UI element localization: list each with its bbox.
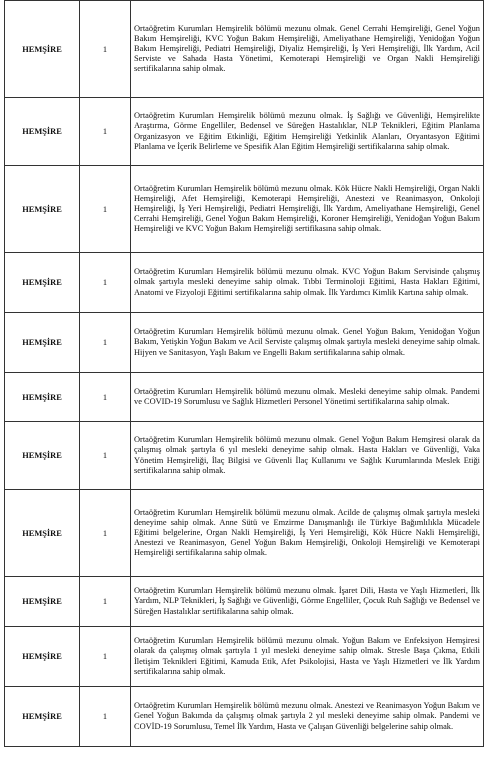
position-title: HEMŞİRE <box>5 687 80 747</box>
position-count: 1 <box>80 313 131 373</box>
table-row <box>5 627 484 687</box>
position-title: HEMŞİRE <box>5 313 80 373</box>
position-count: 1 <box>80 253 131 313</box>
position-count: 1 <box>80 98 131 166</box>
position-title: HEMŞİRE <box>5 1 80 98</box>
position-count: 1 <box>80 166 131 253</box>
table-row <box>5 577 484 627</box>
position-count: 1 <box>80 577 131 627</box>
position-requirements: Ortaöğretim Kurumları Hemşirelik bölümü mezunu olmak. Genel Yoğun Bakım, Yenidoğan Yoğun Bakım, Yetişkin Yoğun Bakım ve Acil Serviste çalışmış olmak şartıyla mesleki deneyime sahip olmak. Hijyen ve Sanitasyon, Yaşlı Bakım ve Engelli Bakım sertifikalarına sahip olmak. <box>131 313 484 373</box>
position-title: HEMŞİRE <box>5 98 80 166</box>
position-title: HEMŞİRE <box>5 253 80 313</box>
position-requirements: Ortaöğretim Kurumları Hemşirelik bölümü mezunu olmak. İşaret Dili, Hasta ve Yaşlı Hizmetleri, İlk Yardım, NLP Teknikleri, İş Sağlığı ve Güvenliği, Görme Engelliler, Çocuk Ruh Sağlığı ve Bedensel ve Süreğen Hastalıklar sertifikalarına sahip olmak. <box>131 577 484 627</box>
position-requirements: Ortaöğretim Kurumları Hemşirelik bölümü mezunu olmak. Genel Yoğun Bakım Hemşiresi olarak da çalışmış olmak şartıyla 6 yıl mesleki deneyime sahip olmak. Hasta Hakları ve Güvenliği, Vaka Yönetim Hemşireliği, İlaç Bilgisi ve Güvenli İlaç Kullanımı ve Sağlık Kurumlarında Meslek Etiği sertifikalarına sahip olmak. <box>131 422 484 490</box>
position-title: HEMŞİRE <box>5 373 80 422</box>
position-requirements: Ortaöğretim Kurumları Hemşirelik bölümü mezunu olmak. KVC Yoğun Bakım Servisinde çalışmış olmak şartıyla mesleki deneyime sahip olmak. Tıbbi Terminoloji Eğitimi, Hasta Hakları Eğitimi, Anatomi ve Fizyoloji Eğitimi sertifikalarına sahip olmak. İlk Yardımcı Kimlik Kartına sahip olmak. <box>131 253 484 313</box>
position-title: HEMŞİRE <box>5 422 80 490</box>
table-row <box>5 490 484 577</box>
table-row <box>5 1 484 98</box>
table-row <box>5 313 484 373</box>
position-count: 1 <box>80 687 131 747</box>
position-count: 1 <box>80 490 131 577</box>
table-row <box>5 166 484 253</box>
position-count: 1 <box>80 422 131 490</box>
table-row <box>5 253 484 313</box>
position-count: 1 <box>80 1 131 98</box>
position-requirements: Ortaöğretim Kurumları Hemşirelik bölümü mezunu olmak. İş Sağlığı ve Güvenliği, Hemşirelikte Araştırma, Görme Engelliler, Bedensel ve Süreğen Hastalıklar, NLP Teknikleri, Eğitim Planlama Organizasyon ve Eğitim Etkinliği, Eğitim Hemşireliği Yetkinlik Alanları, Oryantasyon Eğitimi Planlama ve İçerik Belirleme ve Spesifik Alan Eğitim Hemşireliği sertifikalarına sahip olmak. <box>131 98 484 166</box>
position-requirements: Ortaöğretim Kurumları Hemşirelik bölümü mezunu olmak. Kök Hücre Nakli Hemşireliği, Organ Nakli Hemşireliği, Afet Hemşireliği, Kemoterapi Hemşireliği, Anestezi ve Reanimasyon, Onkoloji Hemşireliği, İş Yeri Hemşireliği, Pediatri Hemşireliği, İlk Yardım, Ameliyathane Hemşireliği, Genel Cerrahi Hemşireliği, Genel Yoğun Bakım Hemşireliği, Koroner Hemşireliği, Yenidoğan Yoğun Bakım Hemşireliği ve KVC Yoğun Bakım Hemşireliği sertifikasına sahip olmak. <box>131 166 484 253</box>
position-title: HEMŞİRE <box>5 627 80 687</box>
staff-requirements-table <box>4 0 484 747</box>
position-count: 1 <box>80 627 131 687</box>
position-requirements: Ortaöğretim Kurumları Hemşirelik bölümü mezunu olmak. Acilde de çalışmış olmak şartıyla mesleki deneyime sahip olmak. Anne Sütü ve Emzirme Danışmanlığı ile Türkiye Bağımlılıkla Mücadele Eğitimi belgelerine, Organ Nakli Hemşireliği, İş Yeri Hemşireliği, Kök Hücre Nakli Hemşireliği, Anestezi ve Reanimasyon, Genel Yoğun Bakım Hemşireliği, Onkoloji Hemşireliği ve Kemoterapi Hemşireliği sertifikalarına sahip olmak. <box>131 490 484 577</box>
position-requirements: Ortaöğretim Kurumları Hemşirelik bölümü mezunu olmak. Yoğun Bakım ve Enfeksiyon Hemşiresi olarak da çalışmış olmak şartıyla 1 yıl mesleki deneyime sahip olmak. Stresle Başa Çıkma, Etkili İletişim Teknikleri Eğitimi, Kamuda Etik, Afet Psikolojisi, Hasta ve Yaşlı Hizmetleri ve İlk Yardım sertifikalarına sahip olmak. <box>131 627 484 687</box>
position-requirements: Ortaöğretim Kurumları Hemşirelik bölümü mezunu olmak. Genel Cerrahi Hemşireliği, Genel Yoğun Bakım Hemşireliği, KVC Yoğun Bakım Hemşireliği, Ameliyathane Hemşireliği, Yenidoğan Yoğun Bakım Hemşireliği, Pediatri Hemşireliği, Diyaliz Hemşireliği, İş Yeri Hemşireliği, İlk Yardım, Acil Serviste ve Sahada Hasta Yönetimi, Kemoterapi Hemşireliği ve Organ Nakli Hemşireliği sertifikalarına sahip olmak. <box>131 1 484 98</box>
position-requirements: Ortaöğretim Kurumları Hemşirelik bölümü mezunu olmak. Anestezi ve Reanimasyon Yoğun Bakım ve Genel Yoğun Bakımda da çalışmış olmak şartıyla 2 yıl mesleki deneyime sahip olmak. Pandemi ve COVİD-19 Sorumlusu, Temel İlk Yardım, Hasta ve Çalışan Güvenliği belgelerine sahip olmak. <box>131 687 484 747</box>
table-row <box>5 422 484 490</box>
table-row <box>5 373 484 422</box>
table-row <box>5 687 484 747</box>
position-count: 1 <box>80 373 131 422</box>
position-title: HEMŞİRE <box>5 166 80 253</box>
position-title: HEMŞİRE <box>5 577 80 627</box>
table-row <box>5 98 484 166</box>
position-requirements: Ortaöğretim Kurumları Hemşirelik bölümü mezunu olmak. Mesleki deneyime sahip olmak. Pandemi ve COVID-19 Sorumlusu ve Sağlık Hizmetleri Personel Yönetimi sertifikalarına sahip olmak. <box>131 373 484 422</box>
position-title: HEMŞİRE <box>5 490 80 577</box>
